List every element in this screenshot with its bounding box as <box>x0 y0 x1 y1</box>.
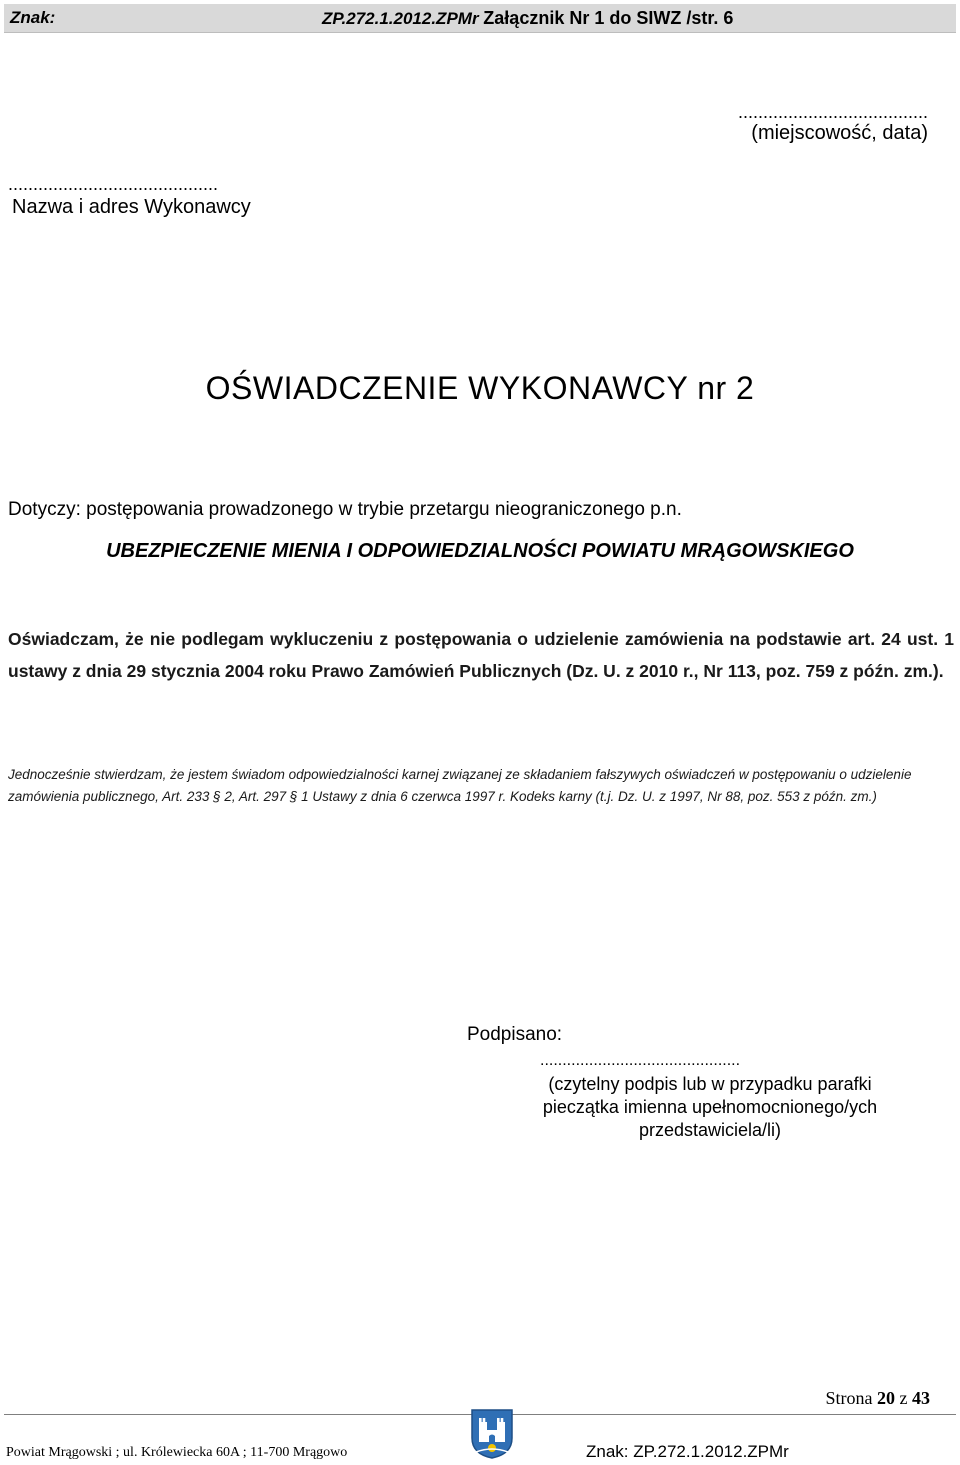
signature-dots: ............................................. <box>540 1052 741 1069</box>
footer-znak: Znak: ZP.272.1.2012.ZPMr <box>586 1442 789 1461</box>
contractor-label: Nazwa i adres Wykonawcy <box>12 196 251 218</box>
page-total: 43 <box>912 1388 930 1408</box>
liability-notice: Jednocześnie stwierdzam, że jestem świadom odpowiedzialności karnej związanej ze składaniem fałszywych oświadczeń w postępowaniu o udzielenie zamówienia publicznego, Art. 233 § 2, Art. 297 § 1 Ustawy z dnia 6 czerwca 1997 r. Kodeks karny (t.j. Dz. U. z 1997, Nr 88, poz. 553 z późn. zm.) <box>8 767 912 804</box>
concern-line: Dotyczy: postępowania prowadzonego w trybie przetargu nieograniczonego p.n. <box>8 499 682 520</box>
signed-label: Podpisano: <box>467 1024 563 1045</box>
page-number <box>826 1388 931 1409</box>
signature-note-line-3: przedstawiciela/li) <box>638 1120 782 1140</box>
header-attachment: Załącznik Nr 1 do SIWZ /str. 6 <box>483 8 734 28</box>
contractor-dots: .......................................... <box>8 174 219 194</box>
signature-note-line-1: (czytelny podpis lub w przypadku parafki <box>548 1074 872 1094</box>
page-current: 20 <box>877 1388 895 1408</box>
place-date-dots: ...................................... <box>737 102 928 122</box>
document-title: OŚWIADCZENIE WYKONAWCY nr 2 <box>205 370 755 406</box>
procurement-subject: UBEZPIECZENIE MIENIA I ODPOWIEDZIALNOŚCI POWIATU MRĄGOWSKIEGO <box>106 540 854 562</box>
page-prefix: Strona <box>825 1388 873 1408</box>
declaration-paragraph: Oświadczam, że nie podlegam wykluczeniu z postępowania o udzielenie zamówienia na podstawie art. 24 ust. 1 ustawy z dnia 29 stycznia 2004 roku Prawo Zamówień Publicznych (Dz. U. z 2010 r., Nr 113, poz. 759 z późn. zm.). <box>8 629 954 681</box>
header-reference <box>322 4 733 33</box>
county-crest-icon <box>470 1408 514 1460</box>
signature-note-line-2: pieczątka imienna upełnomocnionego/ych <box>542 1097 878 1117</box>
page-header <box>4 4 956 33</box>
place-date-label: (miejscowość, data) <box>751 122 928 144</box>
header-znak: Znak: <box>10 8 56 27</box>
signature-note <box>510 1073 910 1142</box>
header-code: ZP.272.1.2012.ZPMr <box>322 9 479 28</box>
page-sep: z <box>899 1388 908 1408</box>
footer-address: Powiat Mrągowski ; ul. Królewiecka 60A ; 11-700 Mrągowo <box>6 1445 348 1460</box>
